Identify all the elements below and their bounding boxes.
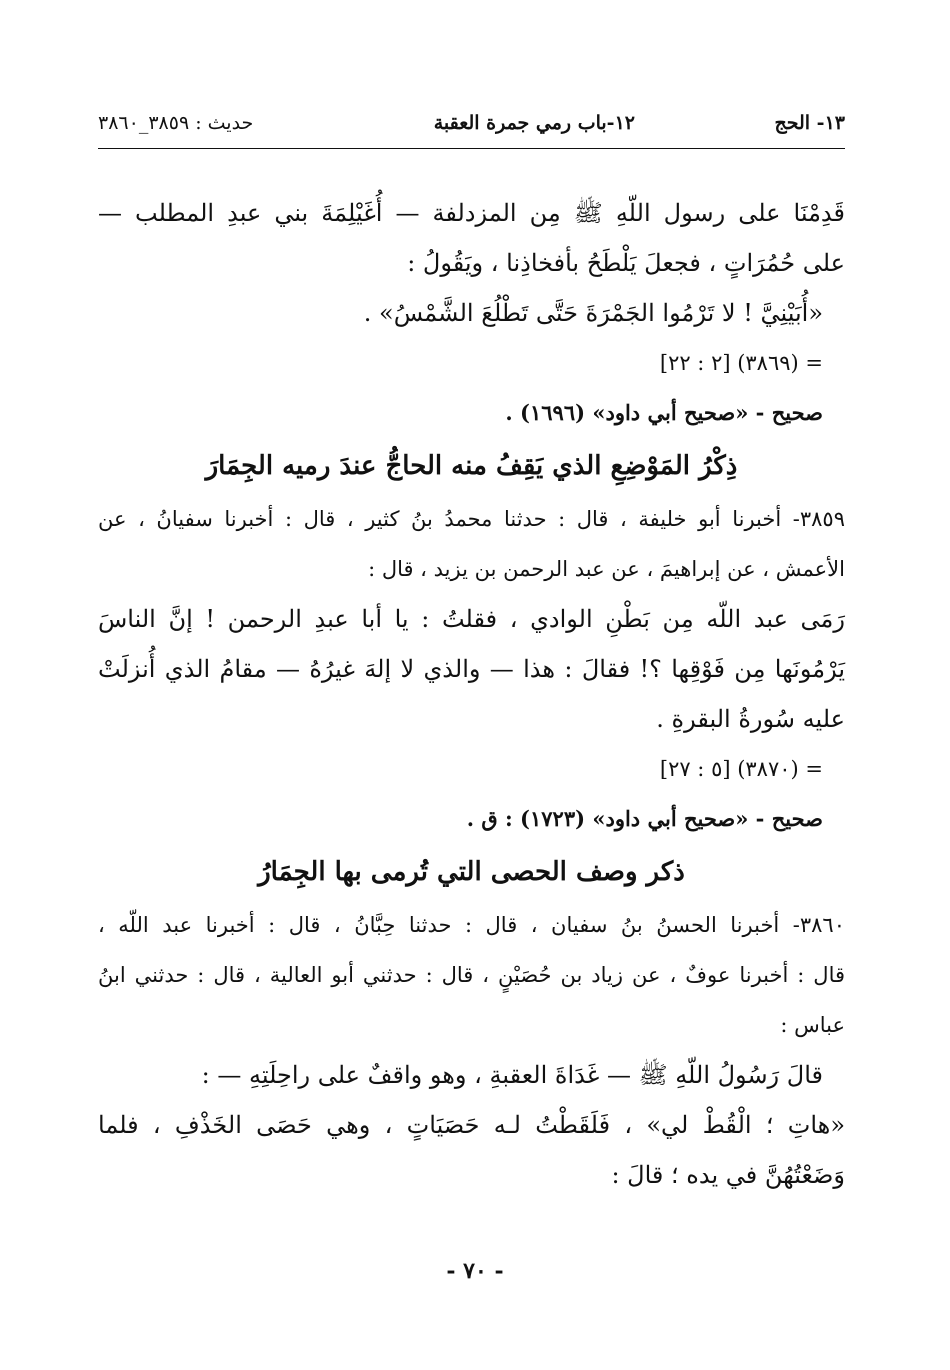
header-divider — [98, 148, 845, 149]
isnad-line: ٣٨٦٠- أخبرنا الحسنُ بنُ سفيان ، قال : حدثنا حِبَّانُ ، قال : أخبرنا عبد اللّه ، — [98, 913, 845, 937]
text-line: يَرْمُونَها مِن فَوْقِها ؟! فقالَ : هذا — والذي لا إلهَ غيرُهُ — مقامُ الذي أُنزلَتْ — [98, 655, 845, 683]
page-body — [98, 188, 845, 1200]
text-line: وَضَعْتُهُنَّ في يده ؛ قالَ : — [611, 1161, 845, 1189]
page-header — [98, 112, 845, 152]
chapter-title: ١٣- الحج — [774, 112, 845, 134]
isnad-line: الأعمش ، عن إبراهيمَ ، عن عبد الرحمن بن يزيد ، قال : — [368, 557, 845, 581]
grading-note: صحيح - «صحيح أبي داود» (١٧٢٣) : ق . — [466, 806, 823, 831]
section-title: ١٢-باب رمي جمرة العقبة — [433, 112, 635, 134]
cross-reference: = (٣٨٦٩) [٢ : ٢٢] — [659, 351, 823, 375]
grading-note: صحيح - «صحيح أبي داود» (١٦٩٦) . — [505, 400, 823, 425]
text-line: رَمَى عبد اللّه مِن بَطْنِ الوادي ، فقلتُ : يا أبا عبدِ الرحمن ! إنَّ الناسَ — [98, 605, 846, 633]
cross-reference: = (٣٨٧٠) [٥ : ٢٧] — [659, 757, 823, 781]
hadith-range: حديث : ٣٨٥٩_٣٨٦٠ — [98, 112, 254, 134]
text-line: قَدِمْنَا على رسول اللّهِ ﷺ مِن المزدلفة — أُغَيْلِمَةَ بني عبدِ المطلب — — [98, 199, 845, 227]
section-heading: ذِكْرُ المَوْضِعِ الذي يَقِفُ منه الحاجُّ عندَ رميه الجِمَارَ — [205, 451, 738, 481]
isnad-line: قال : أخبرنا عوفٌ ، عن زياد بن حُصَيْنٍ ، قال : حدثني أبو العالية ، قال : حدثني ابنُ — [98, 963, 845, 987]
text-line: عليه سُورةُ البقرةِ . — [656, 705, 845, 733]
section-heading: ذكر وصف الحصى التي تُرمى بها الجِمَارُ — [258, 857, 685, 887]
isnad-line: ٣٨٥٩- أخبرنا أبو خليفة ، قال : حدثنا محمدُ بنُ كثير ، قال : أخبرنا سفيانُ ، عن — [98, 507, 845, 531]
text-line: على حُمُرَاتٍ ، فجعلَ يَلْطَحُ بأفخاذِنا ، ويَقُولُ : — [407, 249, 845, 277]
page-number: - ٧٠ - — [446, 1258, 504, 1284]
text-line: «هاتِ ؛ الْقُطْ لي» ، فَلَقَطْتُ لـه حَصَيَاتٍ ، وهي حَصَى الخَذْفِ ، فلما — [98, 1111, 845, 1139]
isnad-line: عباس : — [780, 1013, 845, 1037]
text-line: «أُبَيْنِيَّ ! لا تَرْمُوا الجَمْرَةَ حَتَّى تَطْلُعَ الشَّمْسُ» . — [363, 299, 823, 327]
text-line: قالَ رَسُولُ اللّهِ ﷺ — غَدَاةَ العقبةِ ، وهو واقفٌ على راحِلَتِهِ — : — [201, 1061, 823, 1089]
